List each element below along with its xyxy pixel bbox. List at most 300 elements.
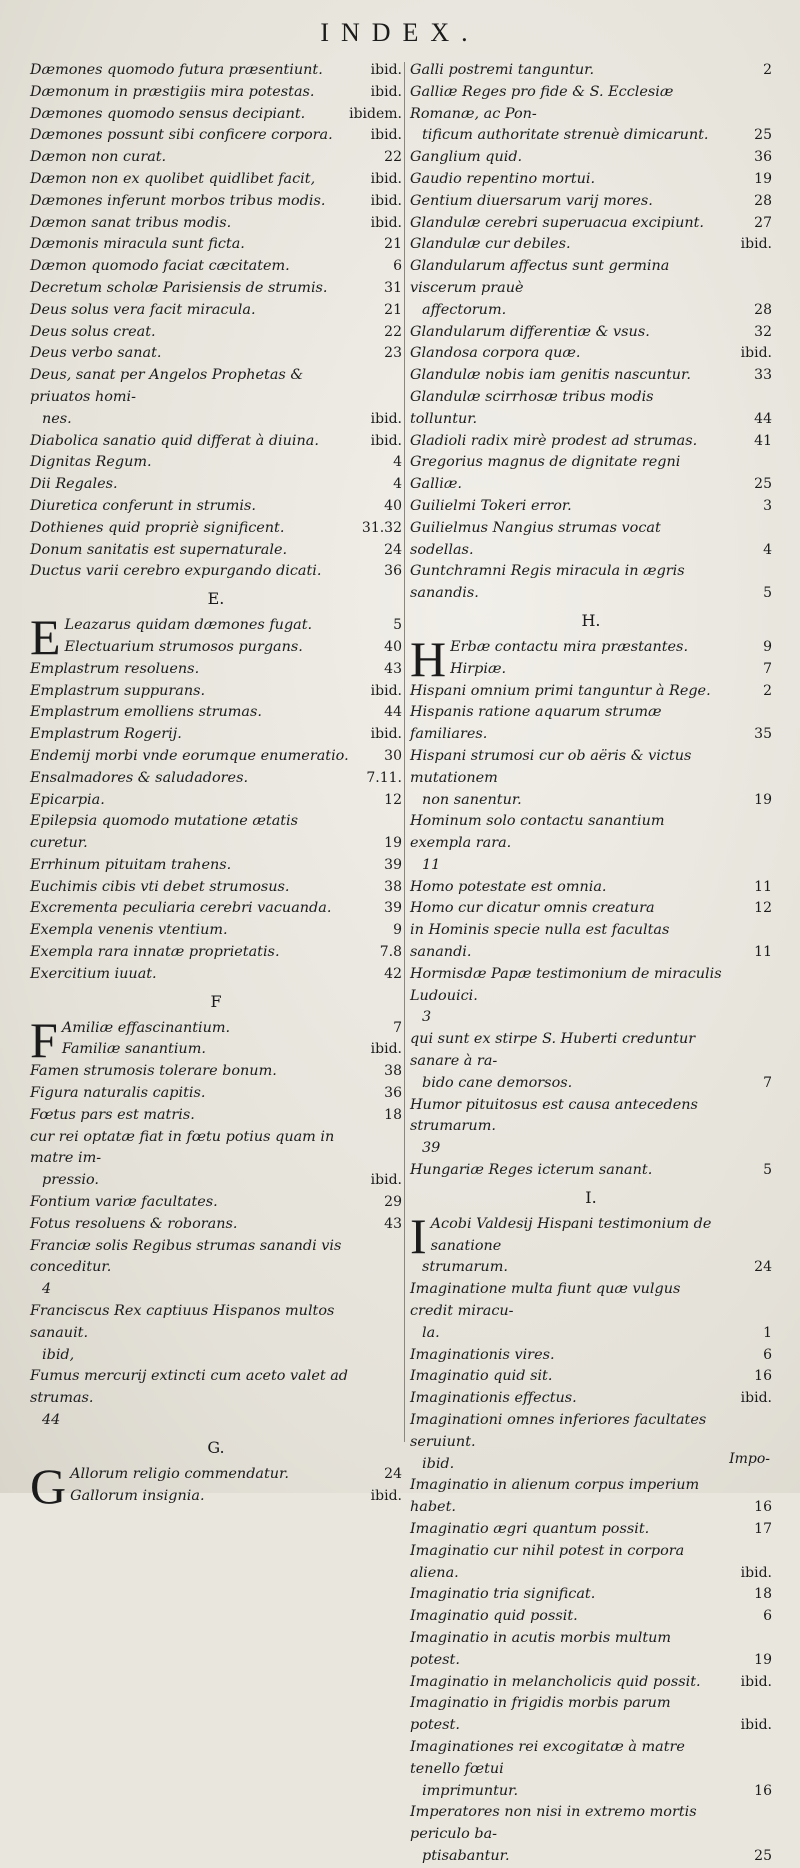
- page-reference: ibid.: [370, 432, 402, 449]
- index-entry: [30, 1127, 402, 1171]
- page-reference: ibid.: [370, 1041, 402, 1058]
- entry-text: Dæmones quomodo futura præsentiunt.: [30, 62, 323, 78]
- page-reference: ibid.: [370, 1487, 402, 1504]
- index-entry: [30, 920, 402, 942]
- index-entry: [410, 877, 772, 899]
- entry-text: affectorum.: [422, 301, 507, 318]
- page-reference: 25: [754, 127, 772, 144]
- index-entry: [410, 1138, 772, 1160]
- index-entry: [410, 365, 772, 387]
- entry-text: Glandulæ nobis iam genitis nascuntur.: [410, 367, 691, 384]
- page-reference: 44: [754, 410, 772, 427]
- entry-text: Imaginationes rei excogitatæ à matre tenello fœtui: [410, 1738, 685, 1777]
- page-reference: ibid.: [370, 682, 402, 699]
- index-entry: [410, 746, 772, 790]
- page-reference: 5: [763, 1162, 772, 1179]
- entry-text: Guilielmus Nangius strumas vocat sodellas.: [410, 519, 661, 558]
- page-reference: 7: [393, 1019, 402, 1036]
- entry-text: Deus, sanat per Angelos Prophetas & priuatos homi-: [30, 367, 304, 405]
- page-reference: 40: [384, 497, 402, 514]
- entry-text: Galli postremi tanguntur.: [410, 62, 595, 78]
- section-letter: H.: [581, 610, 601, 630]
- index-entry: [30, 1061, 402, 1083]
- index-entry: [30, 343, 402, 365]
- entry-text: Imaginationis vires.: [410, 1346, 555, 1363]
- entry-text: Hormisdæ Papæ testimonium de miraculis Ludouici.: [410, 965, 722, 1004]
- entry-text: 3: [422, 1009, 432, 1026]
- entry-text: Emplastrum Rogerij.: [30, 726, 182, 743]
- page-reference: 16: [754, 1499, 772, 1516]
- page-reference: 6: [763, 1608, 772, 1625]
- index-entry: [410, 1095, 772, 1139]
- entry-text: Dæmonum in præstigiis mira potestas.: [30, 83, 315, 100]
- section-letter: E.: [207, 589, 225, 609]
- entry-text: Fontium variæ facultates.: [30, 1194, 218, 1211]
- entry-text: Electuarium strumosos purgans.: [64, 638, 303, 655]
- entry-text: Dæmon non curat.: [30, 149, 167, 166]
- page-reference: 43: [384, 1215, 402, 1232]
- page-reference: 19: [754, 170, 772, 187]
- drop-initial: H: [410, 630, 447, 687]
- entry-text: Imaginatio quid sit.: [410, 1368, 553, 1385]
- entry-text: Imaginatio in acutis morbis multum potest.: [410, 1629, 672, 1668]
- index-entry: [410, 702, 772, 746]
- entry-text: Imaginatio ægri quantum possit.: [410, 1521, 650, 1537]
- index-entry: [410, 322, 772, 344]
- entry-text: Epicarpia.: [30, 791, 105, 808]
- column-divider: [404, 62, 405, 1442]
- index-entry: [30, 681, 402, 703]
- index-entry: [30, 496, 402, 518]
- entry-text: cur rei optatæ fiat in fœtu potius quam in matre im-: [30, 1128, 335, 1167]
- index-entry: [410, 1519, 772, 1541]
- page-reference: 1: [763, 1324, 772, 1341]
- entry-text: 39: [422, 1140, 441, 1157]
- entry-text: Imaginationi omnes inferiores facultates seruiunt.: [410, 1412, 707, 1450]
- index-entry: [30, 1301, 402, 1345]
- index-entry: [410, 1029, 772, 1073]
- index-entry: [30, 1170, 402, 1192]
- index-entry: [410, 1073, 772, 1095]
- page-reference: 4: [393, 476, 402, 493]
- index-entry: [30, 746, 402, 768]
- page-reference: 40: [384, 638, 402, 655]
- entry-text: ibid,: [42, 1346, 75, 1363]
- page-reference: ibid.: [370, 127, 402, 144]
- index-entry: [410, 1802, 772, 1846]
- index-entry: [30, 1236, 402, 1280]
- page-reference: 7: [763, 1074, 772, 1091]
- index-entry: [410, 561, 772, 605]
- page-reference: 36: [384, 563, 402, 580]
- page-reference: 7: [763, 660, 772, 677]
- entry-text: Gaudio repentino mortui.: [410, 170, 596, 187]
- index-entry: [410, 1160, 772, 1182]
- entry-text: Erbæ contactu mira præstantes.: [450, 638, 689, 655]
- index-entry: [30, 1366, 402, 1410]
- entry-text: Dæmon quomodo faciat cæcitatem.: [30, 258, 290, 275]
- index-entry: [410, 1454, 772, 1476]
- page-reference: 35: [754, 726, 772, 743]
- entry-text: Dæmon non ex quolibet quidlibet facit,: [30, 170, 316, 187]
- index-entry: [30, 540, 402, 562]
- drop-initial: F: [30, 1011, 58, 1068]
- index-entry: [30, 518, 402, 540]
- page-reference: 41: [754, 432, 772, 449]
- entry-text: Dæmones quomodo sensus decipiant.: [30, 105, 306, 122]
- index-entry: [410, 191, 772, 213]
- entry-text: Glandularum affectus sunt germina viscerum prauè: [410, 258, 670, 296]
- index-entry: [410, 496, 772, 518]
- index-entry: [410, 1410, 772, 1454]
- entry-text: Glandularum differentiæ & vsus.: [410, 323, 650, 340]
- index-entry: [410, 518, 772, 562]
- page-reference: 24: [384, 1465, 402, 1482]
- page-header: INDEX.: [320, 18, 480, 47]
- entry-text: nes.: [42, 410, 72, 427]
- page-reference: ibid.: [370, 83, 402, 100]
- entry-text: 44: [42, 1412, 61, 1429]
- page-reference: ibid.: [740, 345, 772, 362]
- index-entry: [410, 855, 772, 877]
- index-entry: [30, 659, 402, 681]
- entry-text: la.: [422, 1324, 440, 1341]
- index-entry: [30, 877, 402, 899]
- entry-text: Hispani strumosi cur ob aëris & victus mutationem: [410, 747, 692, 786]
- index-entry: [410, 387, 772, 431]
- entry-text: Hominum solo contactu sanantium exempla rara.: [410, 813, 665, 852]
- page-reference: 42: [384, 965, 402, 982]
- index-entry: [410, 1388, 772, 1410]
- page-reference: ibid.: [370, 170, 402, 187]
- entry-text: Galliæ Reges pro fide & S. Ecclesiæ Romanæ, ac Pon-: [410, 83, 674, 122]
- entry-text: Fotus resoluens & roborans.: [30, 1215, 238, 1232]
- index-entry: [30, 125, 402, 147]
- page-reference: 38: [384, 878, 402, 895]
- entry-text: Glandulæ scirrhosæ tribus modis tolluntur.: [410, 388, 654, 427]
- page-reference: 30: [384, 747, 402, 764]
- page-reference: 23: [384, 345, 402, 362]
- index-entry: [30, 855, 402, 877]
- entry-text: Imaginatio quid possit.: [410, 1608, 578, 1625]
- entry-text: Imaginatio in frigidis morbis parum potest.: [410, 1695, 671, 1734]
- index-entry: [30, 1039, 402, 1061]
- index-entry: [30, 898, 402, 920]
- index-entry: [30, 811, 402, 855]
- index-entry: [30, 942, 402, 964]
- index-entry: [410, 147, 772, 169]
- page-reference: 36: [384, 1085, 402, 1102]
- index-entry: [30, 169, 402, 191]
- entry-text: Dignitas Regum.: [30, 454, 152, 471]
- section-letter: F: [210, 991, 222, 1011]
- entry-text: Gallorum insignia.: [70, 1487, 205, 1504]
- entry-text: ptisabantur.: [422, 1847, 510, 1864]
- index-entry: [30, 768, 402, 790]
- drop-initial: E: [30, 609, 61, 666]
- page-reference: 7.8: [379, 944, 402, 961]
- entry-text: Imaginationis effectus.: [410, 1390, 577, 1407]
- entry-text: Fœtus pars est matris.: [30, 1106, 195, 1123]
- index-entry: [30, 1214, 402, 1236]
- index-entry: [30, 147, 402, 169]
- index-entry: [410, 343, 772, 365]
- page-reference: 25: [754, 476, 772, 493]
- index-entry: [30, 365, 402, 409]
- entry-text: Imaginatio in alienum corpus imperium habet.: [410, 1477, 700, 1516]
- entry-text: qui sunt ex stirpe S. Huberti creduntur sanare à ra-: [410, 1031, 696, 1070]
- index-entry: [410, 300, 772, 322]
- index-entry: [30, 1105, 402, 1127]
- index-entry: [410, 256, 772, 300]
- index-entry: [410, 1737, 772, 1781]
- entry-text: Endemij morbi vnde eorumque enumeratio.: [30, 747, 349, 764]
- index-entry: [410, 234, 772, 256]
- page-reference: 31: [384, 279, 402, 296]
- index-entry: [30, 964, 402, 986]
- entry-text: Dæmones possunt sibi conficere corpora.: [30, 127, 333, 144]
- entry-text: Famen strumosis tolerare bonum.: [30, 1063, 277, 1080]
- entry-text: Guntchramni Regis miracula in ægris sanandis.: [410, 563, 685, 602]
- page-reference: ibid.: [740, 236, 772, 253]
- entry-text: Deus solus vera facit miracula.: [30, 301, 256, 318]
- entry-text: Excrementa peculiaria cerebri vacuanda.: [30, 900, 332, 917]
- page-reference: 5: [763, 585, 772, 602]
- page-reference: 32: [754, 323, 772, 340]
- page-reference: 11: [754, 944, 772, 961]
- entry-text: Gregorius magnus de dignitate regni Galliæ.: [410, 454, 681, 493]
- entry-text: Imaginatio cur nihil potest in corpora aliena.: [410, 1542, 685, 1581]
- page-reference: 24: [384, 541, 402, 558]
- page-reference: 2: [763, 682, 772, 699]
- index-entry: [410, 1345, 772, 1367]
- entry-text: Emplastrum emolliens strumas.: [30, 704, 262, 721]
- entry-text: Imperatores non nisi in extremo mortis periculo ba-: [410, 1804, 697, 1843]
- entry-text: Errhinum pituitam trahens.: [30, 856, 232, 873]
- page-reference: 39: [384, 900, 402, 917]
- entry-text: Imaginatio tria significat.: [410, 1586, 596, 1603]
- index-entry: [30, 234, 402, 256]
- index-entry: [410, 1323, 772, 1345]
- page-reference: ibid.: [370, 410, 402, 427]
- index-entry: [410, 681, 772, 703]
- index-entry: [410, 1584, 772, 1606]
- index-entry: [30, 790, 402, 812]
- page-reference: ibid.: [370, 1172, 402, 1189]
- entry-text: Dæmon sanat tribus modis.: [30, 214, 232, 231]
- entry-text: Homo potestate est omnia.: [410, 878, 607, 895]
- entry-text: Decretum scholæ Parisiensis de strumis.: [30, 279, 328, 296]
- index-entry: [410, 125, 772, 147]
- catchword: Impo-: [729, 1451, 770, 1467]
- page-reference: ibid.: [370, 214, 402, 231]
- page-reference: ibid.: [740, 1390, 772, 1407]
- entry-text: Hispani omnium primi tanguntur à Rege.: [410, 682, 711, 699]
- index-entry: [410, 1628, 772, 1672]
- entry-text: Ganglium quid.: [410, 149, 523, 166]
- page-reference: 27: [754, 214, 772, 231]
- entry-text: Diabolica sanatio quid differat à diuina.: [30, 432, 319, 449]
- page-reference: 17: [754, 1521, 772, 1537]
- page-reference: 19: [384, 835, 402, 852]
- index-entry: [30, 191, 402, 213]
- entry-text: Dii Regales.: [30, 476, 118, 493]
- page-reference: 6: [763, 1346, 772, 1363]
- entry-text: Allorum religio commendatur.: [70, 1465, 289, 1482]
- entry-text: imprimuntur.: [422, 1782, 519, 1799]
- page-reference: 22: [384, 149, 402, 166]
- index-entry: [30, 409, 402, 431]
- index-entry: [30, 300, 402, 322]
- index-entry: [410, 964, 772, 1008]
- page-reference: 22: [384, 323, 402, 340]
- page-reference: 9: [763, 638, 772, 655]
- index-entry: [30, 213, 402, 235]
- page-reference: 28: [754, 192, 772, 209]
- page-reference: 19: [754, 1651, 772, 1668]
- index-entry: [410, 169, 772, 191]
- page-reference: ibid.: [740, 1564, 772, 1581]
- page-reference: 5: [393, 617, 402, 634]
- index-entry: [410, 1606, 772, 1628]
- index-entry: [30, 60, 402, 82]
- index-entry: [30, 278, 402, 300]
- page-reference: ibid.: [370, 192, 402, 209]
- page-reference: 12: [384, 791, 402, 808]
- entry-text: Hispanis ratione aquarum strumæ familiares.: [410, 704, 662, 743]
- section-letter: I.: [585, 1187, 597, 1207]
- entry-text: Hungariæ Reges icterum sanant.: [410, 1162, 653, 1179]
- entry-text: Diuretica conferunt in strumis.: [30, 497, 256, 514]
- index-entry: [410, 1366, 772, 1388]
- index-entry: [30, 1345, 402, 1367]
- entry-text: Exercitium iuuat.: [30, 965, 157, 982]
- page-reference: 16: [754, 1368, 772, 1385]
- index-column-right: [410, 60, 772, 1868]
- page-reference: 18: [754, 1586, 772, 1603]
- page-reference: 25: [754, 1847, 772, 1864]
- entry-text: Epilepsia quomodo mutatione ætatis curetur.: [30, 813, 299, 852]
- entry-text: Acobi Valdesij Hispani testimonium de sanatione: [430, 1215, 712, 1254]
- index-entry: [30, 1410, 402, 1432]
- entry-text: Deus solus creat.: [30, 323, 156, 340]
- drop-initial: G: [30, 1457, 67, 1514]
- entry-text: Fumus mercurij extincti cum aceto valet ad strumas.: [30, 1368, 349, 1407]
- page-reference: 9: [393, 922, 402, 939]
- entry-text: Homo cur dicatur omnis creatura: [410, 900, 655, 917]
- index-entry: [410, 1781, 772, 1803]
- index-entry: [410, 431, 772, 453]
- index-entry: [410, 1541, 772, 1585]
- page-reference: 43: [384, 660, 402, 677]
- entry-text: Leazarus quidam dæmones fugat.: [64, 617, 313, 634]
- page-reference: 44: [384, 704, 402, 721]
- entry-text: ibid.: [422, 1455, 455, 1472]
- page-reference: 36: [754, 149, 772, 166]
- entry-text: Familiæ sanantium.: [61, 1041, 206, 1058]
- entry-text: Gentium diuersarum varij mores.: [410, 192, 653, 209]
- page-reference: 28: [754, 301, 772, 318]
- index-entry: [30, 474, 402, 496]
- entry-text: strumarum.: [422, 1259, 508, 1276]
- entry-text: Ductus varii cerebro expurgando dicati.: [30, 563, 322, 580]
- index-entry: [410, 60, 772, 82]
- page-reference: 19: [754, 791, 772, 808]
- entry-text: Imaginatio in melancholicis quid possit.: [410, 1673, 701, 1690]
- page-reference: 11: [754, 878, 772, 895]
- page-reference: 12: [754, 900, 772, 917]
- index-entry: [410, 920, 772, 964]
- index-entry: [30, 452, 402, 474]
- index-entry: [30, 637, 402, 659]
- index-entry: [410, 452, 772, 496]
- page-reference: 24: [754, 1259, 772, 1276]
- page-reference: 16: [754, 1782, 772, 1799]
- entry-text: Franciæ solis Regibus strumas sanandi vis conceditur.: [30, 1237, 342, 1276]
- page-reference: 31.32: [361, 519, 402, 536]
- index-entry: [410, 82, 772, 126]
- page-reference: 21: [384, 236, 402, 253]
- index-entry: [410, 811, 772, 855]
- index-entry: [30, 431, 402, 453]
- entry-text: Glandosa corpora quæ.: [410, 345, 581, 362]
- index-entry: [410, 1257, 772, 1279]
- entry-text: Dothienes quid propriè significent.: [30, 519, 285, 536]
- entry-text: Ensalmadores & saludadores.: [30, 769, 249, 786]
- index-entry: [30, 1083, 402, 1105]
- index-entry: [410, 1279, 772, 1323]
- index-entry: [410, 659, 772, 681]
- page-reference: 33: [754, 367, 772, 384]
- entry-text: Dæmonis miracula sunt ficta.: [30, 236, 245, 253]
- index-entry: [30, 82, 402, 104]
- entry-text: Euchimis cibis vti debet strumosus.: [30, 878, 290, 895]
- entry-text: tificum authoritate strenuè dimicarunt.: [422, 127, 709, 144]
- page-reference: ibid.: [740, 1717, 772, 1734]
- index-entry: [30, 256, 402, 278]
- entry-text: Guilielmi Tokeri error.: [410, 497, 572, 514]
- page-reference: 6: [393, 258, 402, 275]
- page-reference: ibid.: [370, 62, 402, 78]
- entry-text: Figura naturalis capitis.: [30, 1085, 206, 1102]
- entry-text: Glandulæ cur debiles.: [410, 236, 571, 253]
- entry-text: in Hominis specie nulla est facultas sanandi.: [410, 922, 670, 961]
- page-reference: 29: [384, 1194, 402, 1211]
- entry-text: 4: [42, 1281, 52, 1298]
- index-entry: [410, 1007, 772, 1029]
- entry-text: Donum sanitatis est supernaturale.: [30, 541, 288, 558]
- entry-text: 11: [422, 856, 441, 873]
- page-reference: 7.11.: [366, 769, 402, 786]
- entry-text: Deus verbo sanat.: [30, 345, 162, 362]
- index-entry: [410, 1672, 772, 1694]
- page-reference: 21: [384, 301, 402, 318]
- index-entry: [410, 898, 772, 920]
- entry-text: Imaginatione multa fiunt quæ vulgus credit miracu-: [410, 1281, 681, 1320]
- entry-text: Franciscus Rex captiuus Hispanos multos sanauit.: [30, 1303, 335, 1341]
- section-letter: G.: [207, 1437, 225, 1457]
- index-entry: [30, 1192, 402, 1214]
- index-entry: [30, 104, 402, 126]
- entry-text: Gladioli radix mirè prodest ad strumas.: [410, 432, 698, 449]
- page-reference: 4: [393, 454, 402, 471]
- entry-text: Emplastrum suppurans.: [30, 682, 206, 699]
- index-entry: [30, 1486, 402, 1508]
- page-reference: 39: [384, 856, 402, 873]
- entry-text: pressio.: [42, 1172, 99, 1189]
- index-entry: [410, 213, 772, 235]
- page-reference: 18: [384, 1106, 402, 1123]
